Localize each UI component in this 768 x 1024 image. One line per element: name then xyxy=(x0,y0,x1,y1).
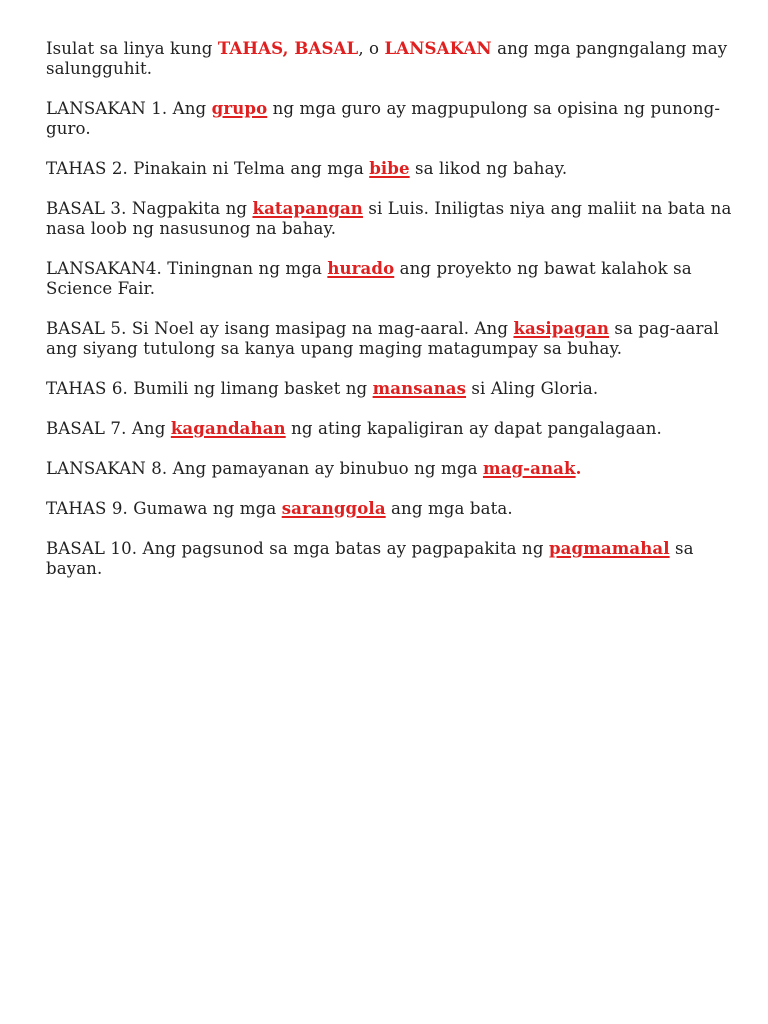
item-text-before: BASAL 5. Si Noel ay isang masipag na mag-aaral. Ang xyxy=(46,319,514,338)
underlined-noun: mansanas xyxy=(372,378,467,398)
underlined-noun: kagandahan xyxy=(170,418,286,438)
item-3 xyxy=(46,198,732,239)
item-1 xyxy=(46,98,732,139)
item-text-before: TAHAS 6. Bumili ng limang basket ng xyxy=(46,379,373,398)
item-text-before: LANSAKAN4. Tiningnan ng mga xyxy=(46,259,328,278)
keyword-tahas-basal: TAHAS, BASAL xyxy=(217,38,359,58)
item-text-before: BASAL 10. Ang pagsunod sa mga batas ay pagpapakita ng xyxy=(46,539,549,558)
item-text-after: sa bayan. xyxy=(46,539,694,578)
instruction-text-2: , o xyxy=(358,39,385,58)
keyword-lansakan: LANSAKAN xyxy=(384,38,492,58)
item-9 xyxy=(46,498,732,519)
item-text-before: BASAL 7. Ang xyxy=(46,419,171,438)
item-text-after: sa pag-aaral ang siyang tutulong sa kanya upang maging matagumpay sa buhay. xyxy=(46,319,719,358)
item-text-before: LANSAKAN 1. Ang xyxy=(46,99,212,118)
item-7 xyxy=(46,418,732,439)
item-text-before: TAHAS 2. Pinakain ni Telma ang mga xyxy=(46,159,370,178)
item-text-after: ang mga bata. xyxy=(385,499,513,518)
underlined-noun: katapangan xyxy=(252,198,363,218)
item-text-after: ng ating kapaligiran ay dapat pangalagaan. xyxy=(285,419,662,438)
item-5 xyxy=(46,318,732,359)
item-10 xyxy=(46,538,732,579)
item-text-after: si Aling Gloria. xyxy=(466,379,599,398)
item-6 xyxy=(46,378,732,399)
item-4 xyxy=(46,258,732,299)
underlined-noun: kasipagan xyxy=(513,318,610,338)
item-text-after: ng mga guro ay magpupulong sa opisina ng punong-guro. xyxy=(46,99,721,138)
worksheet xyxy=(46,38,732,598)
item-text-after: sa likod ng bahay. xyxy=(409,159,568,178)
underlined-noun: hurado xyxy=(327,258,395,278)
underlined-noun: grupo xyxy=(211,98,268,118)
underlined-noun: saranggola xyxy=(281,498,386,518)
item-text-after: si Luis. Iniligtas niya ang maliit na bata na nasa loob ng nasusunog na bahay. xyxy=(46,199,732,238)
item-text-before: TAHAS 9. Gumawa ng mga xyxy=(46,499,282,518)
item-text-before: LANSAKAN 8. Ang pamayanan ay binubuo ng mga xyxy=(46,459,483,478)
item-2 xyxy=(46,158,732,179)
underlined-noun: bibe xyxy=(369,158,410,178)
instruction-text-3: ang mga pangngalang may salungguhit. xyxy=(46,39,728,78)
item-text-before: BASAL 3. Nagpakita ng xyxy=(46,199,253,218)
underlined-noun: pagmamahal xyxy=(548,538,670,558)
item-8 xyxy=(46,458,732,479)
instruction xyxy=(46,38,732,79)
item-text-after: ang proyekto ng bawat kalahok sa Science Fair. xyxy=(46,259,692,298)
item-text-after: . xyxy=(575,458,582,478)
instruction-text-1: Isulat sa linya kung xyxy=(46,39,218,58)
underlined-noun: mag-anak xyxy=(482,458,576,478)
